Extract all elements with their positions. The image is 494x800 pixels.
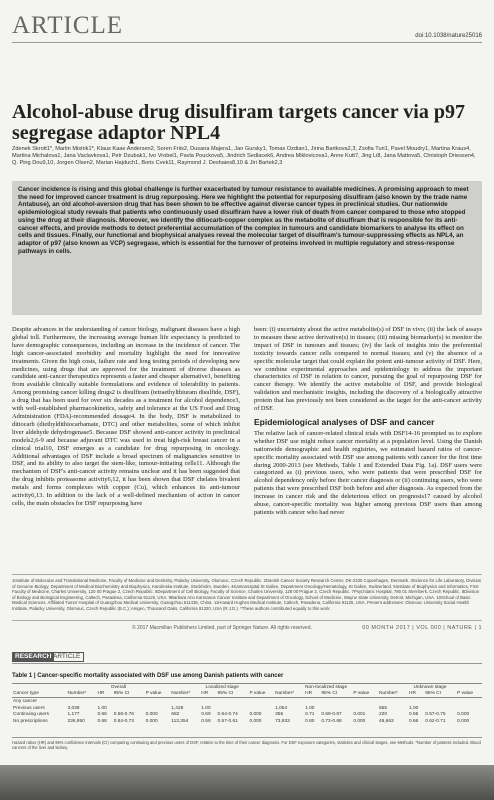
column-header: Number* xyxy=(66,691,96,698)
table-cell: 1.00 xyxy=(408,705,419,711)
table-cell: 0.58-0.76 xyxy=(113,712,134,718)
column-header: HR xyxy=(408,691,424,698)
table-cell xyxy=(96,698,112,705)
table-cell: 0.59-0.87 xyxy=(321,712,342,718)
copyright-line: © 2017 Macmillan Publishers Limited, part of Springer Nature. All rights reserved. xyxy=(132,625,312,631)
table-cell xyxy=(378,698,408,705)
table-cell: 355 xyxy=(275,712,284,718)
table-cell: 0.69 xyxy=(201,712,211,718)
table-cell: 1,177 xyxy=(67,712,80,718)
table-cell: 220 xyxy=(378,712,387,718)
table-cell: 0.66 xyxy=(97,712,107,718)
table-cell xyxy=(424,705,456,712)
table-cell xyxy=(248,698,274,705)
table-row xyxy=(12,705,482,712)
column-header: P value xyxy=(145,691,171,698)
table-caption: Table 1 | Cancer-specific mortality associated with DSF use among Danish patients with cancer xyxy=(12,673,284,679)
table-cell: 0.000 xyxy=(145,712,158,718)
table-cell xyxy=(217,698,249,705)
table-cell xyxy=(352,698,378,705)
column-header: P value xyxy=(352,691,378,698)
table-cell: 3,038 xyxy=(67,705,80,711)
column-header: Number* xyxy=(274,691,304,698)
table-cell: 0.68 xyxy=(97,718,107,724)
second-page-header xyxy=(12,652,482,664)
column-header: Number* xyxy=(170,691,200,698)
table-cell xyxy=(456,705,482,712)
table-cell: 1.00 xyxy=(97,705,107,711)
table-cell: 0.000 xyxy=(249,712,262,718)
research-label: RESEARCH xyxy=(12,652,54,662)
abstract-box: Cancer incidence is rising and this global challenge is further exacerbated by tumour resistance to available medicines. A promising approach to meet the need for improved cancer treatment is drug repurposing. Here we highlight the potential for repurposing disulfiram (also known by the trade name Antabuse), an old alcohol-aversion drug that has been shown to be effective against diverse cancer types in preclinical studies. Our nationwide epidemiological study reveals that patients who continuously used disulfiram have a lower risk of death from cancer compared to those who stopped using the drug at their diagnosis. Moreover, we identify the ditiocarb-copper complex as the metabolite of disulfiram that is responsible for its anti-cancer effects, and provide methods to detect preferential accumulation of the complex in tumours and candidate biomarkers to analyse its effect on cells and tissues. Finally, our functional and biophysical analyses reveal the molecular target of disulfiram's tumour-suppressing effects as NPL4, an adaptor of p97 (also known as VCP) segregase, which is essential for the turnover of proteins involved in multiple regulatory and stress-response pathways in cells. xyxy=(12,181,482,315)
page-header xyxy=(12,12,482,43)
table-cell xyxy=(145,698,171,705)
table-cell: 0.000 xyxy=(457,718,470,724)
table-cell xyxy=(170,698,200,705)
article-label: ARTICLE xyxy=(49,652,84,662)
page-shadow xyxy=(0,765,494,800)
author-list: Zdenek Skrott1*, Martin Mistrik1*, Klaus Kaae Andersen2, Soren Friis2, Dusana Majera1, Jan Gursky1, Tomas Ozdian1, Jirina Bartkova2,3, Zsofia Turi1, Pavel Moudry1, Martina Kraus4, Martina Michalova1, Jana Vaclavkova1, Petr Dzubak1, Ivo Vrobel1, Pavla Pouckova5, Jindrich Sedlacek6, Andrea Miklovicova1, Anne Kutt7, Jing Li8, Jana Mattova5, Christoph Driessen4, Q. Ping Dou9,10, Jorgen Olsen2, Marian Hajduch1, Boris Cvek11, Raymond J. Deshaies8,10 & Jiri Bartek2,3 xyxy=(12,146,476,167)
table-cell: 0.64-0.73 xyxy=(113,718,134,724)
row-label: Previous users xyxy=(13,705,45,711)
table-cell xyxy=(320,698,352,705)
body-paragraph: been: (i) uncertainty about the active metabolite(s) of DSF in vivo; (ii) the lack of assays to measure these active derivative(s) in tissues; (iii) missing biomarker(s) to monitor the impact of DSF in tumours and tissues; (iv) the lack of insights into the preferential toxicity towards cancer cells compared to normal tissues; and (v) the absence of a specific molecular target that could explain the potent anti-tumour activity of DSF. Here, we combine experimental approaches and epidemiology to address the important characteristics of DSF in relation to cancer, pursuing the goal of repurposing DSF for cancer therapy. We identify the active metabolite of DSF, and provide biological validation and mechanistic insights, including the discovery of a biologically attractive protein that has previously not been considered as the target for the anti-cancer activity of DSF. xyxy=(254,326,482,413)
table-cell: 0.000 xyxy=(457,712,470,718)
body-column-right xyxy=(254,326,482,520)
column-header: HR xyxy=(200,691,216,698)
column-header: P value xyxy=(248,691,274,698)
table-row xyxy=(12,711,482,718)
column-header: Cancer type xyxy=(12,691,66,698)
table-cell: 49,663 xyxy=(378,718,394,724)
section-heading: Epidemiological analyses of DSF and cancer xyxy=(254,416,435,427)
body-paragraph: The relative lack of cancer-related clinical trials with DSF14-16 prompted us to explore whether DSF use might reduce cancer mortality at a population level. Using the Danish nationwide demographic and health registries, we estimated hazard ratios of cancer-specific mortality associated with DSF use among patients with cancer for the first time during 2000-2013 (see Methods, Table 1 and Extended Data Fig. 1a). DSF users were categorized as (i) previous users, who were patients that were prescribed DSF for alcohol dependency only before their cancer diagnosis or (ii) continuing users, who were patients that were prescribed DSF both before and after diagnosis. As expected from the increase in cancer risk and the deleterious effect on prognosis17 caused by alcohol abuse, cancer-specific mortality was higher among previous DSF users than among patients with cancer who had never xyxy=(254,429,482,516)
table-cell: 0.66 xyxy=(408,718,419,724)
group-header: Non-localized stage xyxy=(274,684,378,691)
table-cell: 113,354 xyxy=(171,718,189,724)
table-cell xyxy=(66,698,96,705)
table-cell xyxy=(424,698,456,705)
column-header: 95% CI xyxy=(217,691,249,698)
table-cell: 0.80 xyxy=(305,718,315,724)
body-paragraph: Despite advances in the understanding of cancer biology, malignant diseases have a high global toll. Furthermore, the increasing average human life expectancy is predicted to have demographic consequences, including an increase in the incidence of cancer. The high cancer-associated morbidity and mortality highlight the need for innovative treatments. Given the high costs, failure rate and long testing periods of developing new medicines, using drugs that are approved for the treatment of diverse diseases as candidate anti-cancer therapeutics represents a faster and cheaper alternative1, benefiting from available clinically suitable formulations and evidence of tolerability in patients. Among promising cancer killing drugs2 is disulfiram (tetraethylthiuram disulfide, DSF), a drug that has been used for over six decades as a treatment for alcohol dependence3, with well-established pharmacokinetics, safety and tolerance at the US Food and Drug Administration (FDA)-recommended dosage4. In the body, DSF is metabolized to ditiocarb (diethyldithiocarbamate, DTC) and other metabolites, some of which inhibit liver aldehyde dehydrogenase5. Because DSF showed anti-cancer activity in preclinical models2,6-9 and because adjuvant DTC was used to treat high-risk breast cancer in a clinical trial10, DSF emerges as a candidate for drug repurposing in oncology. Additional advantages of DSF include a broad spectrum of malignancies sensitive to DSF, and its ability to also target the stem-like, tumour-initiating cells11. Although the mechanism of DSF's anti-cancer activity remains unclear and it has been suggested that the drug inhibits proteasome activity6,12, it has been shown that DSF chelates bivalent metals and forms complexes with copper (Cu), which enhances its anti-tumour activity6,13. In addition to the lack of a well-defined mechanism of action in cancer cells, the main obstacles for DSF repurposing have xyxy=(12,326,240,507)
table-cell xyxy=(145,705,171,712)
page-info: 00 MONTH 2017 | VOL 000 | NATURE | 1 xyxy=(362,625,482,631)
table-cell: 0.64-0.74 xyxy=(217,712,238,718)
table-corner xyxy=(12,684,66,691)
column-header: 95% CI xyxy=(424,691,456,698)
section-label: ARTICLE xyxy=(12,12,124,39)
table-body xyxy=(12,698,482,725)
table-cell xyxy=(217,705,249,712)
table-cell: 73,933 xyxy=(275,718,290,724)
column-header: HR xyxy=(96,691,112,698)
row-label: Continuing users xyxy=(13,712,49,718)
table-cell: 0.000 xyxy=(353,718,366,724)
table-cell: 0.73-0.88 xyxy=(321,718,342,724)
body-column-left xyxy=(12,326,240,511)
table-cell xyxy=(113,698,145,705)
column-header: HR xyxy=(304,691,320,698)
table-cell xyxy=(456,698,482,705)
affiliations-footnote: 1Institute of Molecular and Translational Medicine, Faculty of Medicine and Dentistry, Palacky University, Olomouc, Czech Republic. 2Danish Cancer Society Research Center, DK-2100 Copenhagen, Denmark. 3Science for Life Laboratory, Division of Genome Biology, Department of Medical Biochemistry and Biophysics, Karolinska Institute, Stockholm, Sweden. 4Kantonsspital St Gallen, Department Oncology/Hematology, St Gallen, Switzerland. 5Institute of Biophysics and Informatics, First Faculty of Medicine, Charles University, 120 00 Prague 2, Czech Republic. 6Department of Cell Biology, Faculty of Science, Charles University, 128 00 Prague 2, Czech Republic. 7Psychiatric Hospital, 780 01 Sternberk, Czech Republic. 8Division of Biology and Biological Engineering, Caltech, Pasadena, California 91125, USA. 9Barbara Ann Karmanos Cancer Institute and Department of Oncology, School of Medicine, Wayne State University, Detroit, Michigan, USA. 10School of Basic Medical Sciences, Affiliated Tumor Hospital of Guangzhou Medical University, Guangzhou 511436, China. 11Howard Hughes Medical Institute, Caltech, Pasadena, California 91125, USA. Present addresses: Olomouc University Social Health Institute, Palacky University, Olomouc, Czech Republic (B.C.); Amgen, Thousand Oaks, California 91320, USA (R.J.D.). *These authors contributed equally to this work. xyxy=(12,574,482,612)
table-cell: 1.00 xyxy=(201,705,211,711)
page-footer xyxy=(12,620,482,631)
table-row xyxy=(12,698,482,705)
table-row xyxy=(12,718,482,725)
table-cell: 0.59 xyxy=(201,718,211,724)
table-cell: 1.00 xyxy=(305,705,315,711)
table-cell: 0.000 xyxy=(145,718,158,724)
table-cell: 682 xyxy=(171,712,180,718)
table-cell: 0.57-0.75 xyxy=(425,712,446,718)
table-cell xyxy=(113,705,145,712)
table-sub-header-row xyxy=(12,691,482,698)
table-cell xyxy=(304,698,320,705)
row-label: No prescriptions xyxy=(13,718,48,724)
table-cell: 0.65 xyxy=(408,712,419,718)
doi-text: doi:10.1038/nature25016 xyxy=(415,33,482,39)
row-label: Any cancer xyxy=(13,698,37,704)
mortality-table xyxy=(12,683,482,725)
table-cell xyxy=(352,705,378,712)
table-cell xyxy=(408,698,424,705)
column-header: P value xyxy=(456,691,482,698)
column-header: 95% CI xyxy=(113,691,145,698)
table-cell xyxy=(200,698,216,705)
table-cell xyxy=(248,705,274,712)
article-title: Alcohol-abuse drug disulfiram targets cancer via p97 segregase adaptor NPL4 xyxy=(12,101,465,144)
table-cell: 0.000 xyxy=(249,718,262,724)
table-cell: 236,950 xyxy=(67,718,85,724)
group-header: Localized stage xyxy=(170,684,274,691)
table-group-header-row xyxy=(12,684,482,691)
table-cell: 0.62-0.71 xyxy=(425,718,446,724)
table-cell: 555 xyxy=(378,705,387,711)
table-cell: 0.71 xyxy=(305,712,315,718)
column-header: 95% CI xyxy=(320,691,352,698)
column-header: Number* xyxy=(378,691,408,698)
table-note: Hazard ratios (HR) and 95% confidence intervals (CI) comparing continuing and previous users of DSF, relative to the time of their cancer diagnosis. For DSF exposure categories, statistics and clinical stages, see Methods. *Number of patients included. Blood cancers of the liver and kidney. xyxy=(12,737,482,750)
table-cell xyxy=(320,705,352,712)
table-cell: 0.001 xyxy=(353,712,366,718)
table-cell: 0.57-0.61 xyxy=(217,718,238,724)
table-cell: 1,429 xyxy=(171,705,184,711)
table-cell xyxy=(274,698,304,705)
group-header: Unknown stage xyxy=(378,684,482,691)
table-cell: 1,054 xyxy=(275,705,288,711)
group-header: Overall xyxy=(66,684,170,691)
